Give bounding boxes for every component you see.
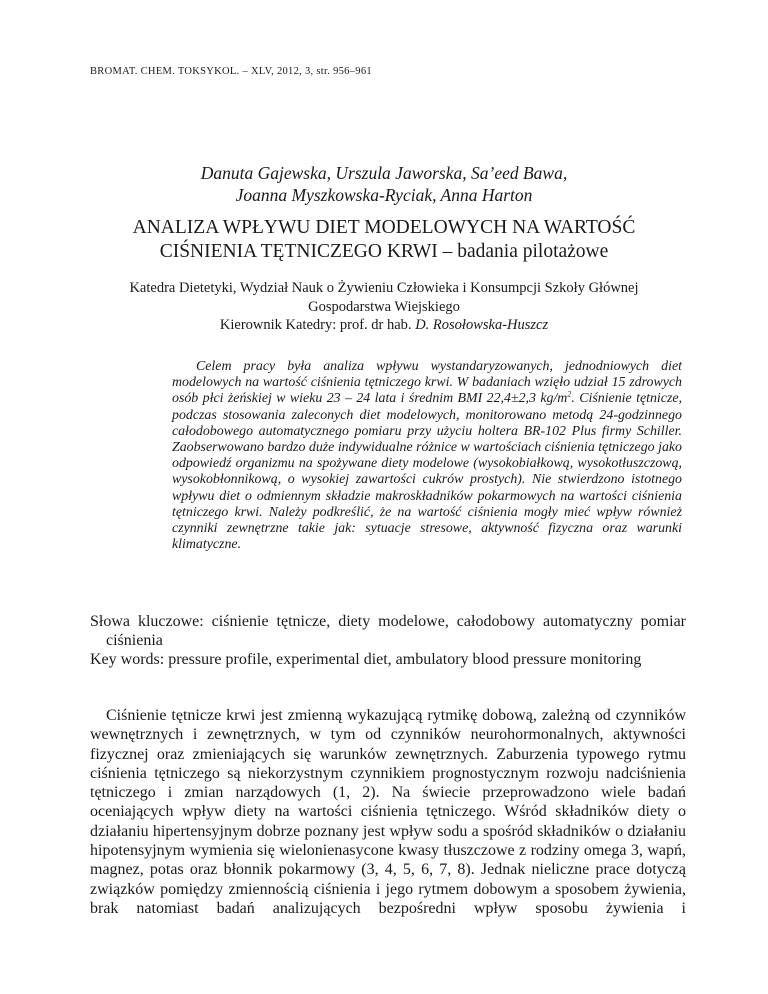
author-line-1: Danuta Gajewska, Urszula Jaworska, Sa’eed Bawa, (200, 163, 568, 183)
affiliation-line-2: Gospodarstwa Wiejskiego (308, 298, 460, 315)
department-head-label: Kierownik Katedry: prof. dr hab. (219, 317, 416, 333)
department-head-name: D. Rosołowska-Huszcz (415, 317, 549, 333)
abstract-superscript: 2 (567, 389, 572, 399)
article-title (0, 216, 768, 264)
journal-header: BROMAT. CHEM. TOKSYKOL. – XLV, 2012, 3, str. 956–961 (90, 66, 372, 77)
keywords-english: Key words: pressure profile, experimental diet, ambulatory blood pressure monitoring (90, 651, 642, 668)
keywords-block (90, 612, 686, 669)
title-line-2: CIŚNIENIA TĘTNICZEGO KRWI – badania pilotażowe (159, 241, 609, 262)
abstract-text-part2: . Ciśnienie tętnicze, podczas stosowania zaleconych diet modelowych, monitorowano metodą 24-godzinnego całodobowego automatycznego pomiaru przy użyciu holtera BR-102 Plus firmy Schiller. Zaobserwowano bardzo duże indywidualne różnice w wartościach ciśnienia tętniczego jako odpowiedź organizmu na spożywane diety modelowe (wysokobiałkową, wysokotłuszczową, wysokobłonnikową, o wysokiej zawartości cukrów prostych). Nie stwierdzono istotnego wpływu diet o odmiennym składzie makroskładników pokarmowych na wartości ciśnienia tętniczego krwi. Należy podkreślić, że na wartość ciśnienia mogły mieć wpływ również czynniki zewnętrzne takie jak: sytuacje stresowe, aktywność fizyczna oraz warunki klimatyczne. (172, 391, 682, 553)
body-paragraph: Ciśnienie tętnicze krwi jest zmienną wykazującą rytmikę dobową, zależną od czynników wewnętrznych i zewnętrznych, w tym od czynników neurohormonalnych, aktywności fizycznej oraz zmieniających się warunków zewnętrznych. Zaburzenia typowego rytmu ciśnienia tętniczego są niekorzystnym czynnikiem prognostycznym rozwoju nadciśnienia tętniczego i zmian narządowych (1, 2). Na świecie przeprowadzono wiele badań oceniających wpływ diety na wartości ciśnienia tętniczego. Wśród składników diety o działaniu hipertensyjnym dobrze poznany jest wpływ sodu a spośród składników o działaniu hipotensyjnym wymienia się wielonienasycone kwasy tłuszczowe z rodziny omega 3, wapń, magnez, potas oraz błonnik pokarmowy (3, 4, 5, 6, 7, 8). Jednak nieliczne prace dotyczą związków pomiędzy zmiennością ciśnienia i jego rytmem dobowym a sposobem żywienia, brak natomiast badań analizujących bezpośredni wpływ sposobu żywienia i (90, 707, 686, 917)
affiliation-line-1: Katedra Dietetyki, Wydział Nauk o Żywieniu Człowieka i Konsumpcji Szkoły Głównej (129, 280, 639, 296)
author-line-2: Joanna Myszkowska-Ryciak, Anna Harton (235, 185, 533, 205)
affiliation (0, 279, 768, 335)
department-head (0, 316, 768, 335)
author-list (0, 162, 768, 206)
keywords-polish: Słowa kluczowe: ciśnienie tętnicze, diety modelowe, całodobowy automatyczny pomiar ciśnienia (90, 613, 686, 649)
abstract-text-part1: Celem pracy była analiza wpływu wystandaryzowanych, jednodniowych diet modelowych na wartość ciśnienia tętniczego krwi. W badaniach wzięło udział 15 zdrowych osób płci żeńskiej w wieku 23 – 24 lata i średnim BMI 22,4±2,3 kg/m (172, 359, 682, 407)
abstract (172, 359, 682, 553)
title-line-1: ANALIZA WPŁYWU DIET MODELOWYCH NA WARTOŚĆ (132, 217, 636, 238)
